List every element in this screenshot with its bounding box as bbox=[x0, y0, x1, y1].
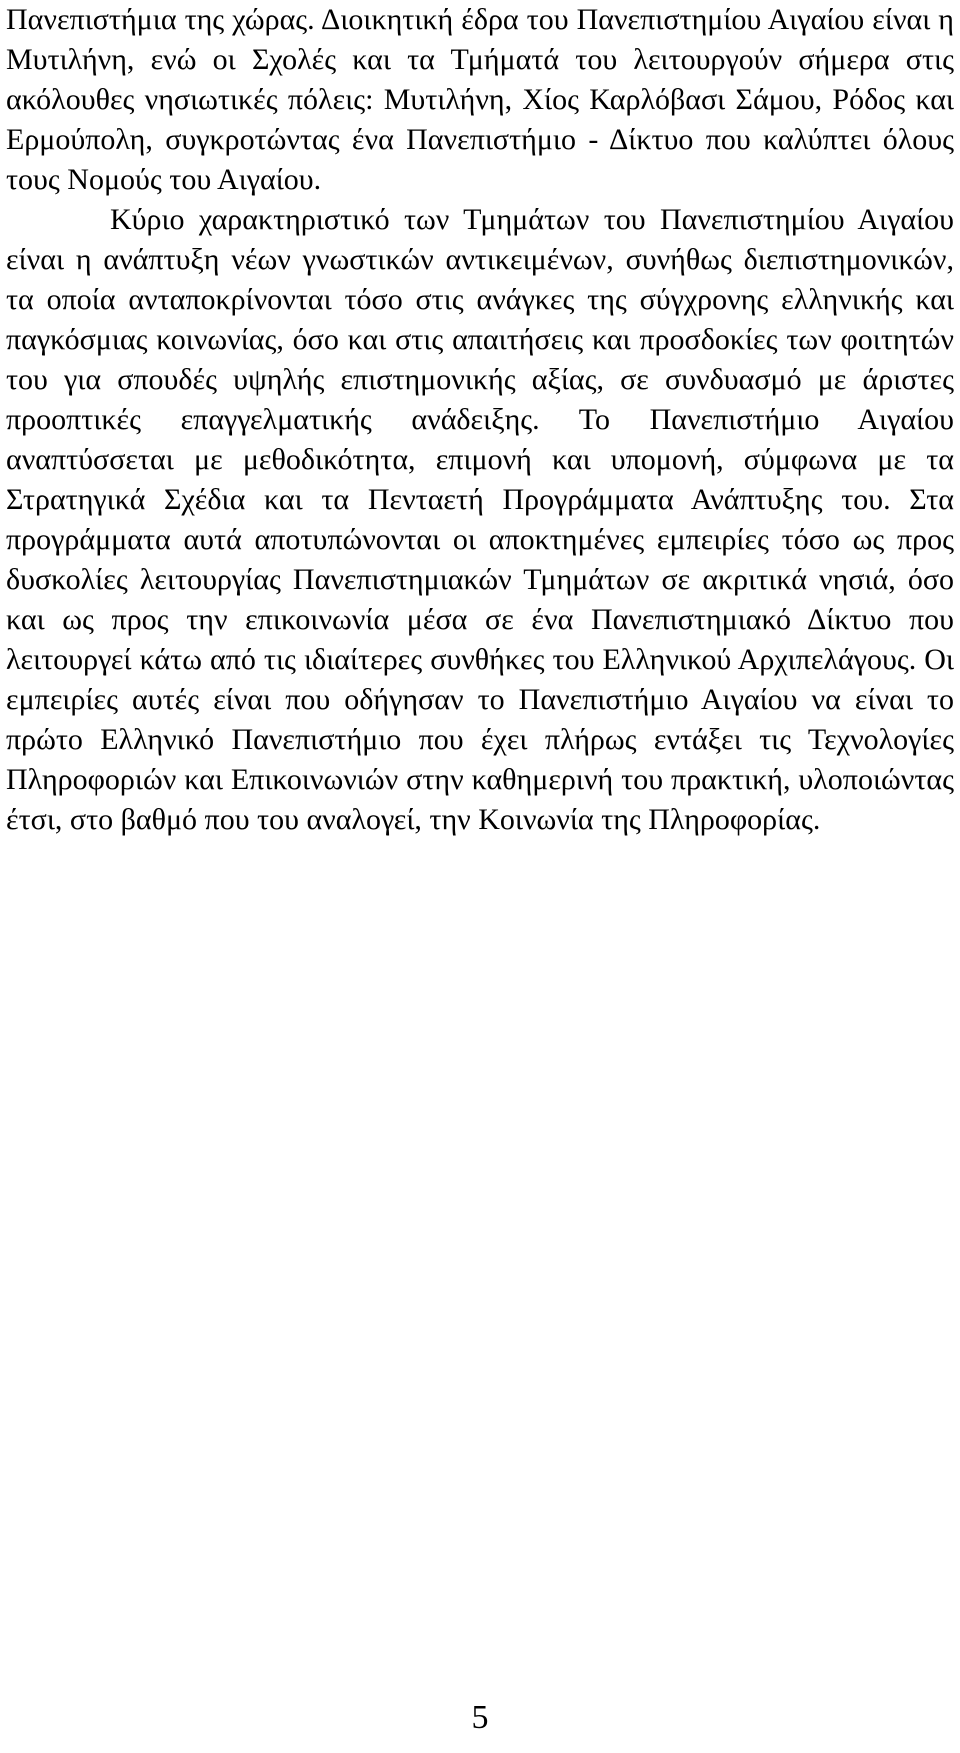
document-page bbox=[6, 0, 954, 840]
body-paragraph-1: Πανεπιστήμια της χώρας. Διοικητική έδρα του Πανεπιστημίου Αιγαίου είναι η Μυτιλήνη, ενώ οι Σχολές και τα Τμήματά του λειτουργούν σήμερα στις ακόλουθες νησιωτικές πόλεις: Μυτιλήνη, Χίος Καρλόβασι Σάμου, Ρόδος και Ερμούπολη, συγκροτώντας ένα Πανεπιστήμιο - Δίκτυο που καλύπτει όλους τους Νομούς του Αιγαίου. bbox=[6, 3, 954, 196]
body-paragraph-2: Κύριο χαρακτηριστικό των Τμημάτων του Πανεπιστημίου Αιγαίου είναι η ανάπτυξη νέων γνωστικών αντικειμένων, συνήθως διεπιστημονικών, τα οποία ανταποκρίνονται τόσο στις ανάγκες της σύγχρονης ελληνικής και παγκόσμιας κοινωνίας, όσο και στις απαιτήσεις και προσδοκίες των φοιτητών του για σπουδές υψηλής επιστημονικής αξίας, σε συνδυασμό με άριστες προοπτικές επαγγελματικής ανάδειξης. Το Πανεπιστήμιο Αιγαίου αναπτύσσεται με μεθοδικότητα, επιμονή και υπομονή, σύμφωνα με τα Στρατηγικά Σχέδια και τα Πενταετή Προγράμματα Ανάπτυξης του. Στα προγράμματα αυτά αποτυπώνονται οι αποκτημένες εμπειρίες τόσο ως προς δυσκολίες λειτουργίας Πανεπιστημιακών Τμημάτων σε ακριτικά νησιά, όσο και ως προς την επικοινωνία μέσα σε ένα Πανεπιστημιακό Δίκτυο που λειτουργεί κάτω από τις ιδιαίτερες συνθήκες του Ελληνικού Αρχιπελάγους. Οι εμπειρίες αυτές είναι που οδήγησαν το Πανεπιστήμιο Αιγαίου να είναι το πρώτο Ελληνικό Πανεπιστήμιο που έχει πλήρως εντάξει τις Τεχνολογίες Πληροφοριών και Επικοινωνιών στην καθημερινή του πρακτική, υλοποιώντας έτσι, στο βαθμό που του αναλογεί, την Κοινωνία της Πληροφορίας. bbox=[6, 203, 954, 836]
page-number: 5 bbox=[471, 1699, 489, 1736]
